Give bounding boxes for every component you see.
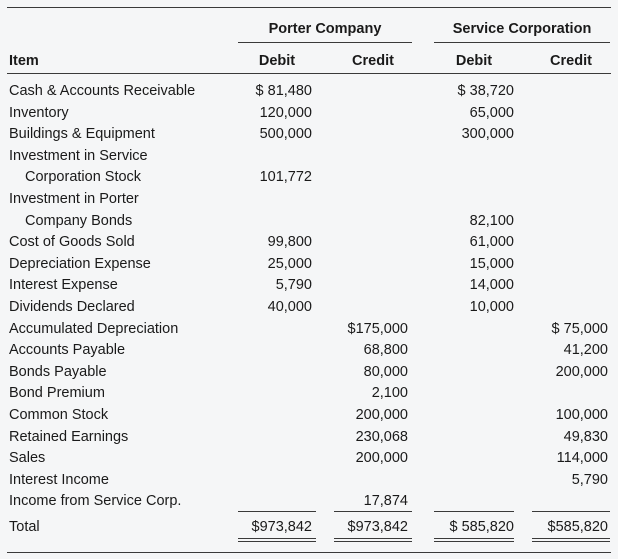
cell-service-debit: 15,000	[469, 255, 514, 272]
total-service-credit: $585,820	[547, 519, 608, 535]
porter-header-rule	[238, 42, 412, 43]
company-header-service: Service Corporation	[452, 21, 592, 37]
row-item-label: Inventory	[9, 104, 69, 121]
total-double-rule-service-debit-2	[434, 541, 514, 542]
subtotal-rule-service-credit	[532, 511, 610, 512]
row-item-label: Accumulated Depreciation	[9, 320, 179, 337]
row-item-label: Interest Income	[9, 471, 109, 488]
row-item-label: Cost of Goods Sold	[9, 234, 135, 251]
total-double-rule-porter-debit-2	[238, 541, 316, 542]
cell-service-credit: 49,830	[563, 428, 608, 445]
company-header-porter: Porter Company	[268, 21, 382, 37]
service-header-rule	[434, 42, 610, 43]
row-item-label: Accounts Payable	[9, 342, 126, 359]
row-item-label: Corporation Stock	[25, 169, 142, 186]
row-item-label: Sales	[9, 450, 46, 467]
row-item-label: Bond Premium	[9, 385, 105, 402]
row-item-label: Company Bonds	[25, 212, 133, 229]
total-double-rule-porter-credit-2	[334, 541, 412, 542]
row-item-label: Investment in Porter	[9, 191, 139, 207]
cell-service-credit: 41,200	[563, 342, 608, 359]
total-double-rule-service-credit-2	[532, 541, 610, 542]
total-double-rule-porter-debit-1	[238, 538, 316, 539]
row-item-label: Bonds Payable	[9, 363, 107, 380]
row-item-label: Income from Service Corp.	[9, 493, 182, 510]
cell-porter-debit: 5,790	[275, 277, 312, 294]
cell-porter-credit: 230,068	[355, 428, 408, 445]
cell-service-credit: 100,000	[555, 407, 608, 423]
cell-porter-credit: 17,874	[363, 493, 408, 510]
header-rule	[7, 73, 611, 74]
cell-porter-debit: 25,000	[267, 255, 312, 272]
row-item-label: Interest Expense	[9, 277, 118, 294]
subtotal-rule-porter-debit	[238, 511, 316, 512]
subtotal-rule-service-debit	[434, 511, 514, 512]
cell-porter-credit: 200,000	[355, 407, 408, 423]
column-header-porter-credit: Credit	[352, 53, 394, 69]
total-porter-credit: $973,842	[347, 519, 408, 535]
cell-porter-credit: $175,000	[347, 320, 408, 337]
cell-service-debit: 300,000	[461, 126, 514, 143]
column-header-item: Item	[9, 53, 39, 69]
total-service-debit: $ 585,820	[449, 519, 514, 535]
row-item-label: Cash & Accounts Receivable	[9, 83, 196, 99]
cell-service-debit: 65,000	[469, 104, 514, 121]
cell-service-debit: 14,000	[469, 277, 514, 294]
cell-porter-debit: 500,000	[259, 126, 312, 143]
subtotal-rule-porter-credit	[334, 511, 412, 512]
total-label: Total	[9, 519, 40, 535]
row-item-label: Buildings & Equipment	[9, 126, 155, 143]
cell-service-debit: 61,000	[469, 234, 514, 251]
cell-porter-debit: $ 81,480	[255, 83, 312, 99]
cell-porter-credit: 200,000	[355, 450, 408, 467]
row-item-label: Retained Earnings	[9, 428, 129, 445]
column-header-porter-debit: Debit	[258, 53, 296, 69]
cell-porter-debit: 101,772	[259, 169, 312, 186]
row-item-label: Depreciation Expense	[9, 255, 151, 272]
row-item-label: Investment in Service	[9, 147, 148, 164]
row-item-label: Common Stock	[9, 407, 109, 423]
top-rule	[7, 7, 611, 8]
cell-porter-debit: 99,800	[267, 234, 312, 251]
cell-porter-credit: 80,000	[363, 363, 408, 380]
cell-service-credit: 5,790	[571, 471, 608, 488]
cell-service-credit: $ 75,000	[551, 320, 608, 337]
cell-service-debit: $ 38,720	[457, 83, 514, 99]
bottom-rule	[7, 552, 611, 553]
total-double-rule-porter-credit-1	[334, 538, 412, 539]
cell-porter-credit: 68,800	[363, 342, 408, 359]
column-header-service-credit: Credit	[550, 53, 592, 69]
cell-service-debit: 82,100	[469, 212, 514, 229]
column-header-service-debit: Debit	[455, 53, 493, 69]
cell-service-debit: 10,000	[469, 299, 514, 315]
cell-porter-debit: 120,000	[259, 104, 312, 121]
cell-porter-debit: 40,000	[267, 299, 312, 315]
row-item-label: Dividends Declared	[9, 299, 135, 315]
cell-service-credit: 114,000	[556, 450, 608, 467]
total-porter-debit: $973,842	[251, 519, 312, 535]
total-double-rule-service-debit-1	[434, 538, 514, 539]
cell-service-credit: 200,000	[555, 363, 608, 380]
total-double-rule-service-credit-1	[532, 538, 610, 539]
cell-porter-credit: 2,100	[371, 385, 408, 402]
